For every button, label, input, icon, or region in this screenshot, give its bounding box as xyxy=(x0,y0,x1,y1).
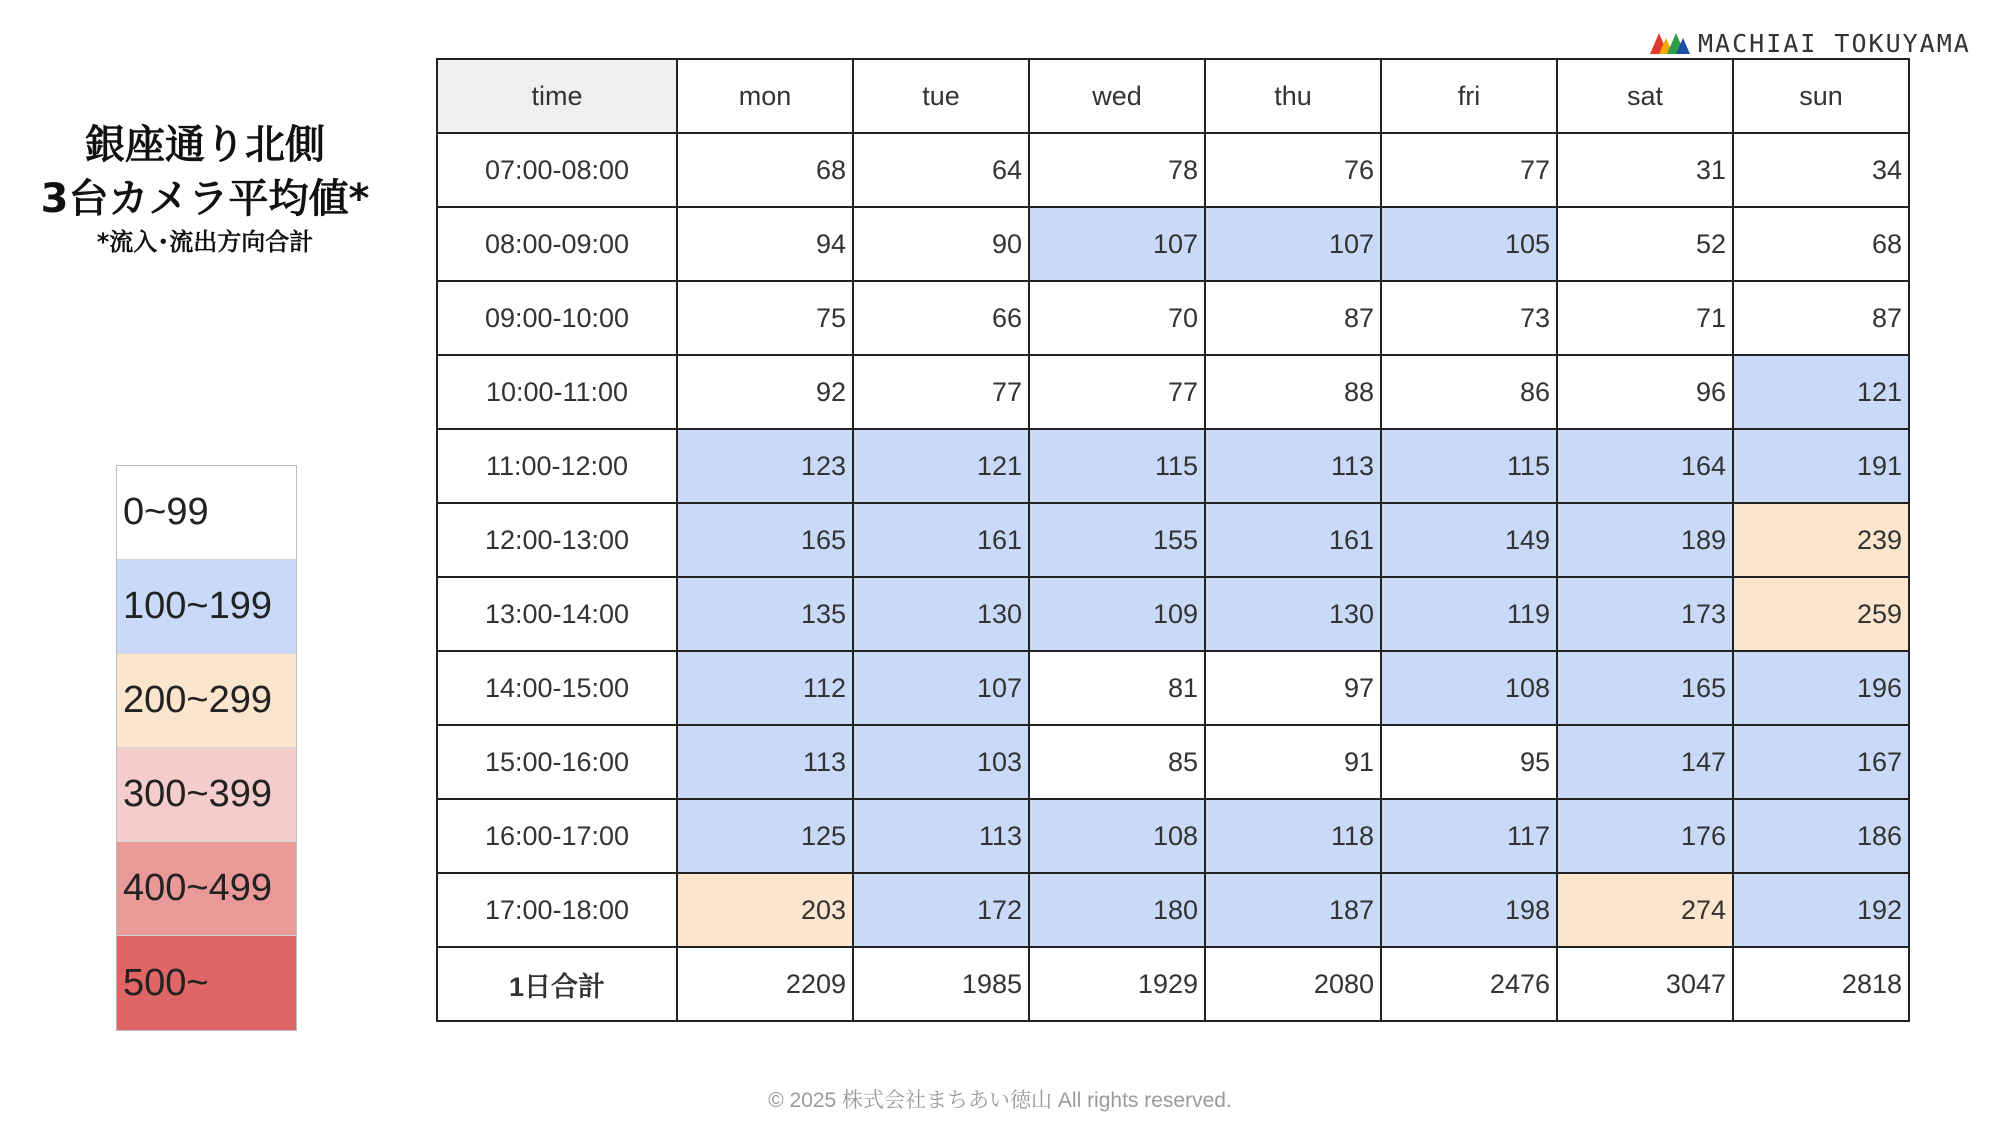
count-cell: 88 xyxy=(1205,355,1381,429)
count-cell: 203 xyxy=(677,873,853,947)
count-cell: 92 xyxy=(677,355,853,429)
count-cell: 66 xyxy=(853,281,1029,355)
legend-item: 500~ xyxy=(117,936,296,1030)
count-cell: 95 xyxy=(1381,725,1557,799)
column-header-thu: thu xyxy=(1205,59,1381,133)
time-slot-cell: 17:00-18:00 xyxy=(437,873,677,947)
count-cell: 108 xyxy=(1381,651,1557,725)
table-row xyxy=(437,799,1909,873)
count-cell: 155 xyxy=(1029,503,1205,577)
legend-item: 200~299 xyxy=(117,654,296,748)
count-cell: 167 xyxy=(1733,725,1909,799)
table-body xyxy=(437,133,1909,1021)
count-cell: 71 xyxy=(1557,281,1733,355)
table-row xyxy=(437,651,1909,725)
count-cell: 85 xyxy=(1029,725,1205,799)
count-cell: 189 xyxy=(1557,503,1733,577)
column-header-sat: sat xyxy=(1557,59,1733,133)
daily-total-cell: 1929 xyxy=(1029,947,1205,1021)
count-cell: 149 xyxy=(1381,503,1557,577)
count-cell: 94 xyxy=(677,207,853,281)
table-row xyxy=(437,207,1909,281)
count-cell: 115 xyxy=(1029,429,1205,503)
time-slot-cell: 12:00-13:00 xyxy=(437,503,677,577)
count-cell: 125 xyxy=(677,799,853,873)
time-slot-cell: 15:00-16:00 xyxy=(437,725,677,799)
page-title-line2: 3台カメラ平均値* xyxy=(40,176,370,222)
time-slot-cell: 07:00-08:00 xyxy=(437,133,677,207)
legend-item: 300~399 xyxy=(117,748,296,842)
count-cell: 198 xyxy=(1381,873,1557,947)
legend-item: 100~199 xyxy=(117,560,296,654)
count-cell: 161 xyxy=(1205,503,1381,577)
count-cell: 91 xyxy=(1205,725,1381,799)
count-cell: 77 xyxy=(1381,133,1557,207)
daily-total-cell: 2209 xyxy=(677,947,853,1021)
count-cell: 165 xyxy=(677,503,853,577)
count-cell: 31 xyxy=(1557,133,1733,207)
time-slot-cell: 10:00-11:00 xyxy=(437,355,677,429)
count-cell: 81 xyxy=(1029,651,1205,725)
total-label-cell: 1日合計 xyxy=(437,947,677,1021)
count-cell: 147 xyxy=(1557,725,1733,799)
count-cell: 103 xyxy=(853,725,1029,799)
table-row xyxy=(437,281,1909,355)
count-cell: 96 xyxy=(1557,355,1733,429)
count-cell: 87 xyxy=(1205,281,1381,355)
daily-total-cell: 3047 xyxy=(1557,947,1733,1021)
page-title-block xyxy=(20,118,390,258)
count-cell: 34 xyxy=(1733,133,1909,207)
traffic-table xyxy=(436,58,1910,1022)
count-cell: 75 xyxy=(677,281,853,355)
time-slot-cell: 08:00-09:00 xyxy=(437,207,677,281)
count-cell: 90 xyxy=(853,207,1029,281)
count-cell: 180 xyxy=(1029,873,1205,947)
brand-logo xyxy=(1650,26,1971,60)
count-cell: 107 xyxy=(1205,207,1381,281)
count-cell: 119 xyxy=(1381,577,1557,651)
count-cell: 196 xyxy=(1733,651,1909,725)
count-cell: 86 xyxy=(1381,355,1557,429)
count-cell: 68 xyxy=(677,133,853,207)
count-cell: 78 xyxy=(1029,133,1205,207)
count-cell: 77 xyxy=(853,355,1029,429)
column-header-tue: tue xyxy=(853,59,1029,133)
page-title-line1: 銀座通り北側 xyxy=(85,122,325,168)
count-cell: 87 xyxy=(1733,281,1909,355)
table-row xyxy=(437,577,1909,651)
count-cell: 192 xyxy=(1733,873,1909,947)
daily-total-cell: 1985 xyxy=(853,947,1029,1021)
count-cell: 107 xyxy=(853,651,1029,725)
table-row xyxy=(437,133,1909,207)
count-cell: 187 xyxy=(1205,873,1381,947)
table-row xyxy=(437,725,1909,799)
column-header-fri: fri xyxy=(1381,59,1557,133)
count-cell: 68 xyxy=(1733,207,1909,281)
count-cell: 118 xyxy=(1205,799,1381,873)
count-cell: 173 xyxy=(1557,577,1733,651)
count-cell: 115 xyxy=(1381,429,1557,503)
count-cell: 108 xyxy=(1029,799,1205,873)
count-cell: 161 xyxy=(853,503,1029,577)
table-row xyxy=(437,355,1909,429)
column-header-wed: wed xyxy=(1029,59,1205,133)
count-cell: 176 xyxy=(1557,799,1733,873)
time-slot-cell: 14:00-15:00 xyxy=(437,651,677,725)
count-cell: 130 xyxy=(1205,577,1381,651)
legend-item: 0~99 xyxy=(117,466,296,560)
count-cell: 109 xyxy=(1029,577,1205,651)
count-cell: 165 xyxy=(1557,651,1733,725)
count-cell: 135 xyxy=(677,577,853,651)
time-slot-cell: 13:00-14:00 xyxy=(437,577,677,651)
header-row xyxy=(437,59,1909,133)
count-cell: 113 xyxy=(1205,429,1381,503)
time-slot-cell: 09:00-10:00 xyxy=(437,281,677,355)
table-header xyxy=(437,59,1909,133)
page-title-note: *流入･流出方向合計 xyxy=(96,228,314,256)
count-cell: 239 xyxy=(1733,503,1909,577)
count-cell: 105 xyxy=(1381,207,1557,281)
brand-name: MACHIAI TOKUYAMA xyxy=(1698,28,1971,58)
count-cell: 186 xyxy=(1733,799,1909,873)
count-cell: 112 xyxy=(677,651,853,725)
count-cell: 113 xyxy=(853,799,1029,873)
count-cell: 70 xyxy=(1029,281,1205,355)
count-cell: 52 xyxy=(1557,207,1733,281)
daily-total-cell: 2476 xyxy=(1381,947,1557,1021)
time-slot-cell: 11:00-12:00 xyxy=(437,429,677,503)
count-cell: 130 xyxy=(853,577,1029,651)
table-row xyxy=(437,429,1909,503)
count-cell: 172 xyxy=(853,873,1029,947)
count-cell: 191 xyxy=(1733,429,1909,503)
column-header-time: time xyxy=(437,59,677,133)
legend-item: 400~499 xyxy=(117,842,296,936)
count-cell: 64 xyxy=(853,133,1029,207)
count-cell: 121 xyxy=(1733,355,1909,429)
count-cell: 107 xyxy=(1029,207,1205,281)
count-cell: 123 xyxy=(677,429,853,503)
count-cell: 117 xyxy=(1381,799,1557,873)
daily-total-cell: 2080 xyxy=(1205,947,1381,1021)
column-header-mon: mon xyxy=(677,59,853,133)
time-slot-cell: 16:00-17:00 xyxy=(437,799,677,873)
double-mountain-logo-icon xyxy=(1650,30,1692,56)
count-cell: 77 xyxy=(1029,355,1205,429)
count-cell: 274 xyxy=(1557,873,1733,947)
count-cell: 164 xyxy=(1557,429,1733,503)
count-cell: 76 xyxy=(1205,133,1381,207)
count-cell: 121 xyxy=(853,429,1029,503)
table-row xyxy=(437,503,1909,577)
daily-total-cell: 2818 xyxy=(1733,947,1909,1021)
count-cell: 97 xyxy=(1205,651,1381,725)
copyright-footer: © 2025 株式会社まちあい徳山 All rights reserved. xyxy=(768,1089,1232,1112)
count-cell: 73 xyxy=(1381,281,1557,355)
column-header-sun: sun xyxy=(1733,59,1909,133)
table-row xyxy=(437,873,1909,947)
count-cell: 259 xyxy=(1733,577,1909,651)
color-legend xyxy=(116,465,297,1031)
count-cell: 113 xyxy=(677,725,853,799)
total-row xyxy=(437,947,1909,1021)
